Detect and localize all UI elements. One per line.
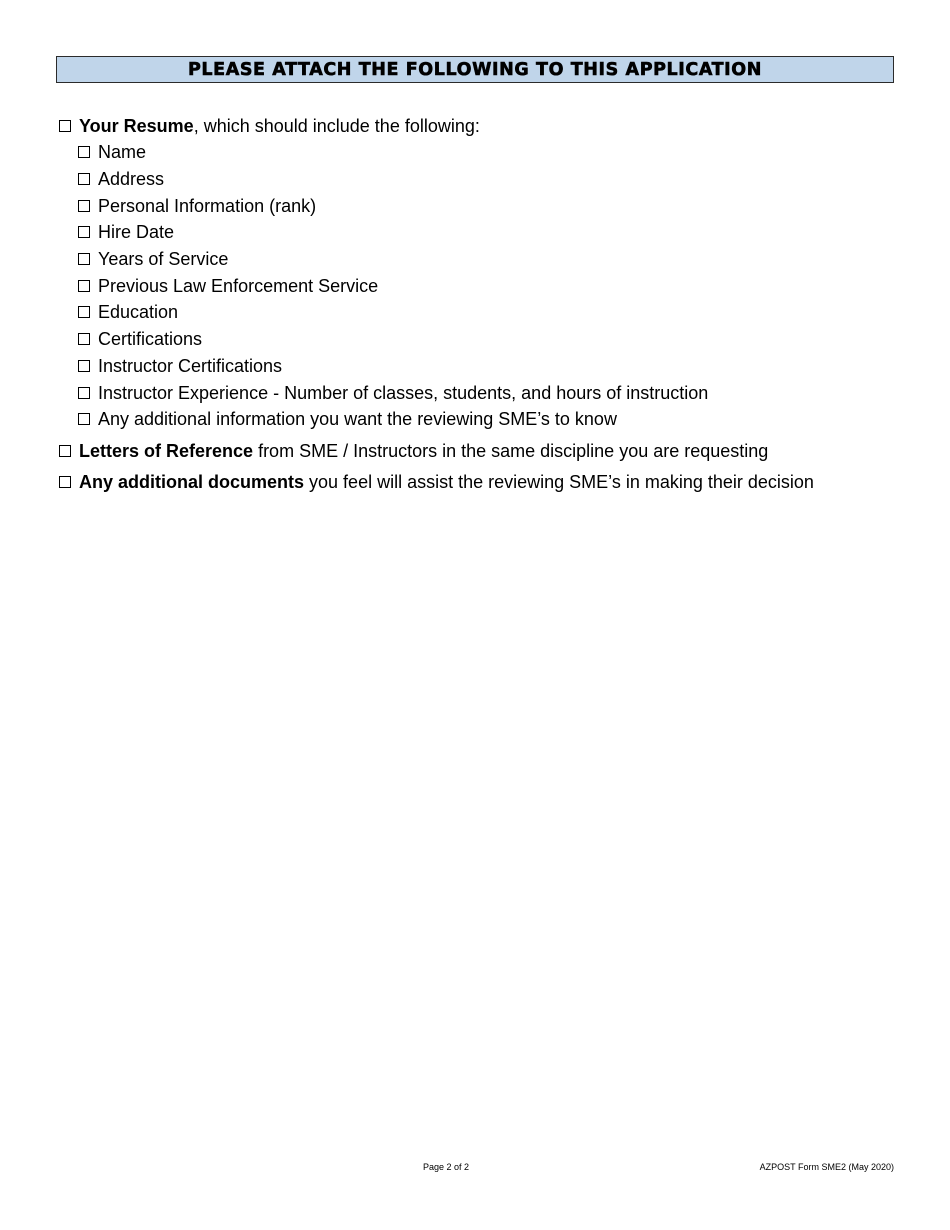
resume-subitem (59, 192, 919, 219)
checkbox-icon[interactable] (78, 333, 90, 345)
form-identifier: AZPOST Form SME2 (May 2020) (759, 1162, 894, 1172)
letters-label: Letters of Reference from SME / Instructors in the same discipline you are requesting (79, 440, 769, 461)
checkbox-icon[interactable] (78, 226, 90, 238)
checkbox-icon[interactable] (59, 120, 71, 132)
checkbox-icon[interactable] (78, 360, 90, 372)
resume-subitem (59, 139, 919, 166)
checklist-item-additional-documents (59, 469, 919, 495)
checkbox-icon[interactable] (59, 445, 71, 457)
page-number: Page 2 of 2 (423, 1162, 470, 1172)
attachment-checklist (59, 113, 919, 495)
resume-subitem-label: Previous Law Enforcement Service (98, 275, 379, 296)
resume-subitem-label: Hire Date (98, 222, 175, 243)
checklist-item-resume (59, 113, 919, 139)
section-header-title: PLEASE ATTACH THE FOLLOWING TO THIS APPLICATION (187, 59, 763, 80)
checkbox-icon[interactable] (78, 280, 90, 292)
resume-subitem-label: Instructor Experience - Number of classes, students, and hours of instruction (98, 382, 709, 403)
resume-subitem-label: Personal Information (rank) (98, 195, 317, 216)
resume-subitem (59, 299, 919, 326)
checkbox-icon[interactable] (78, 253, 90, 265)
checklist-item-letters (59, 438, 919, 464)
resume-subitem (59, 353, 919, 380)
checkbox-icon[interactable] (78, 387, 90, 399)
resume-subitem-label: Certifications (98, 329, 203, 350)
resume-subitem-label: Any additional information you want the reviewing SME’s to know (98, 409, 617, 430)
resume-subitem-label: Name (98, 142, 147, 163)
resume-subitem (59, 246, 919, 273)
additional-documents-label: Any additional documents you feel will assist the reviewing SME’s in making their decision (79, 471, 814, 492)
checkbox-icon[interactable] (78, 200, 90, 212)
resume-subitem-label: Education (98, 302, 179, 323)
resume-subitem (59, 219, 919, 246)
resume-label: Your Resume, which should include the following: (79, 116, 480, 136)
resume-subitem (59, 326, 919, 353)
checkbox-icon[interactable] (59, 476, 71, 488)
resume-subitem-label: Address (98, 169, 165, 190)
checkbox-icon[interactable] (78, 146, 90, 158)
checkbox-icon[interactable] (78, 413, 90, 425)
resume-subitem (59, 272, 919, 299)
resume-subitem (59, 379, 919, 406)
checkbox-icon[interactable] (78, 306, 90, 318)
section-header-bar (56, 56, 894, 83)
checkbox-icon[interactable] (78, 173, 90, 185)
resume-subitem-label: Instructor Certifications (98, 355, 283, 376)
resume-subitem-label: Years of Service (98, 249, 229, 270)
resume-subitem (59, 166, 919, 193)
resume-subitem (59, 406, 919, 433)
